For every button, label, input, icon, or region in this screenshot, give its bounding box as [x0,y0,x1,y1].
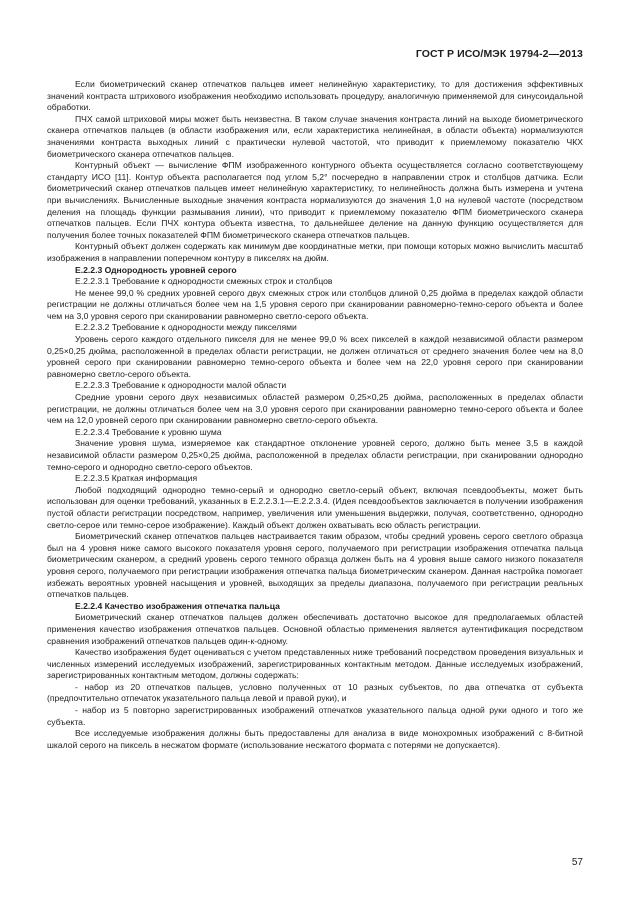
standard-header: ГОСТ Р ИСО/МЭК 19794-2—2013 [415,48,583,60]
body-paragraph: - набор из 5 повторно зарегистрированных изображений отпечатков указательного пальца одной руки одного и того же субъекта. [47,705,583,727]
body-paragraph: Е.2.2.3.5 Краткая информация [75,473,198,484]
body-paragraph: Е.2.2.3.4 Требование к уровню шума [75,426,222,437]
body-paragraph: Биометрический сканер отпечатков пальцев должен обеспечивать достаточно высокое для предполагаемых областей применения качество изображения отпечатков пальцев. Основной областью применения является аутентификация посредством сравнения изображений отпечатков пальцев один-к-одному. [47,612,583,646]
body-paragraph: Не менее 99,0 % средних уровней серого двух смежных строк или столбцов длиной 0,25 дюйма в пределах каждой области регистрации не должны отличаться более чем на 1,5 уровня серого при сканировании равномерно-темно-серого объекта и более чем на 3,0 уровня серого при сканировании равномерно светло-серого объекта. [47,287,583,321]
body-paragraph: Если биометрический сканер отпечатков пальцев имеет нелинейную характеристику, то для достижения эффективных значений контраста штрихового изображения необходимо использовать процедуру, аналогичную применяемой для синусоидальной обработки. [47,79,583,113]
body-paragraph: - набор из 20 отпечатков пальцев, условно полученных от 10 разных субъектов, по два отпечатка от субъекта (предпочтительно отпечаток указательного пальца левой и правой руки), и [47,681,583,704]
body-paragraph: Качество изображения будет оцениваться с учетом представленных ниже требований посредством проведения визуальных и численных измерений исследуемых изображений, зарегистрированных контактным методом. Данные исследуемых изображений, зарегистрированных контактным методом, должны содержать: [47,647,583,681]
section-heading: Е.2.2.4 Качество изображения отпечатка пальца [75,600,280,611]
body-paragraph: Е.2.2.3.2 Требование к однородности между пикселями [75,322,297,333]
body-paragraph: Средние уровни серого двух независимых областей размером 0,25×0,25 дюйма, расположенных в пределах области регистрации, не должны отличаться более чем на 3,0 уровня серого при сканировании равномерно темно-серого объекта и более чем на 12,0 уровней серого при сканировании равномерно светло-серого объекта. [47,392,583,426]
body-paragraph: Биометрический сканер отпечатков пальцев настраивается таким образом, чтобы средний уровень серого светлого образца был на 4 уровня ниже самого высокого показателя уровня серого, получаемого при регистрации изображения отпечатка пальца биометрическим сканером, а средний уровень серого темного образца должен быть на 4 уровня выше самого низкого показателя уровня серого, получаемого при регистрации изображения отпечатка пальца биометрическим сканером. Данная настройка помогает избежать вероятных уровней насыщения и уровней, выходящих за пределы диапазона, получаемого при регистрации реальных отпечатков пальцев. [47,531,583,600]
body-paragraph: Е.2.2.3.1 Требование к однородности смежных строк и столбцов [75,276,333,287]
document-body [47,79,583,751]
body-paragraph: Контурный объект — вычисление ФПМ изображенного контурного объекта осуществляется согласно соответствующему стандарту ИСО [11]. Контур объекта располагается под углом 5,2° посчередно в направлении строк и столбцов датчика. Если биометрический сканер отпечатков пальцев имеет нелинейную характеристику, то нелинейность должна быть измерена и учтена при вычислениях. Вычисленные выходные значения контраста нормализуются до значения 1,0 на нулевой частоте (посредством деления на площадь функции размывания линии), что приводит к приемлемому показателю ФПМ биометрического сканера отпечатков пальцев. Если ПЧХ контура объекта известна, то дальнейшее деление на данную функцию осуществляется для получения более точных показателей ФПМ биометрического сканера отпечатков пальцев. [47,160,583,240]
body-paragraph: Е.2.2.3.3 Требование к однородности малой области [75,380,287,391]
body-paragraph: Любой подходящий однородно темно-серый и однородно светло-серый объект, включая псевдообъекты, может быть использован для оценки требований, указанных в Е.2.2.3.1—Е.2.2.3.4. (Идея псевдообъектов заключается в получении изображения пустой области регистрации посредством, например, увеличения или уменьшения выдержки, получая, соответственно, однородно светло-серое или темно-серое изображение). Каждый объект должен охватывать всю область регистрации. [47,484,583,530]
section-heading: Е.2.2.3 Однородность уровней серого [75,264,237,275]
body-paragraph: ПЧХ самой штриховой миры может быть неизвестна. В таком случае значения контраста линий на выходе биометрического сканера отпечатков пальцев (в области изображения или, если характеристика нелинейная, в области объекта) нормализуются значениями контраста выходных линий с практически нулевой частотой, что приводит к приемлемому показателю ЧКХ биометрического сканера отпечатков пальцев. [47,113,583,159]
body-paragraph: Все исследуемые изображения должны быть предоставлены для анализа в виде монохромных изображений с 8-битной шкалой серого на пиксель в несжатом формате (использование несжатого формата с потерями не допускается). [47,728,583,750]
body-paragraph: Уровень серого каждого отдельного пикселя для не менее 99,0 % всех пикселей в каждой независимой области размером 0,25×0,25 дюйма, расположенной в пределах области регистрации, не должен отличаться от среднего значения более чем на 8,0 уровней серого при сканировании равномерно темно-серого объекта и более чем на 22,0 уровня серого при сканировании равномерно светло-серого объекта. [47,334,583,379]
body-paragraph: Контурный объект должен содержать как минимум две координатные метки, при помощи которых можно вычислить масштаб изображения в направлении поперечном контуру в пикселях на дюйм. [47,241,583,263]
body-paragraph: Значение уровня шума, измеряемое как стандартное отклонение уровней серого, должно быть менее 3,5 в каждой независимой области размером 0,25×0,25 дюйма, расположенной в пределах области регистрации, при сканировании однородно темно-серого и однородно светло-серого объектов. [47,438,583,472]
page-number: 57 [571,857,583,868]
